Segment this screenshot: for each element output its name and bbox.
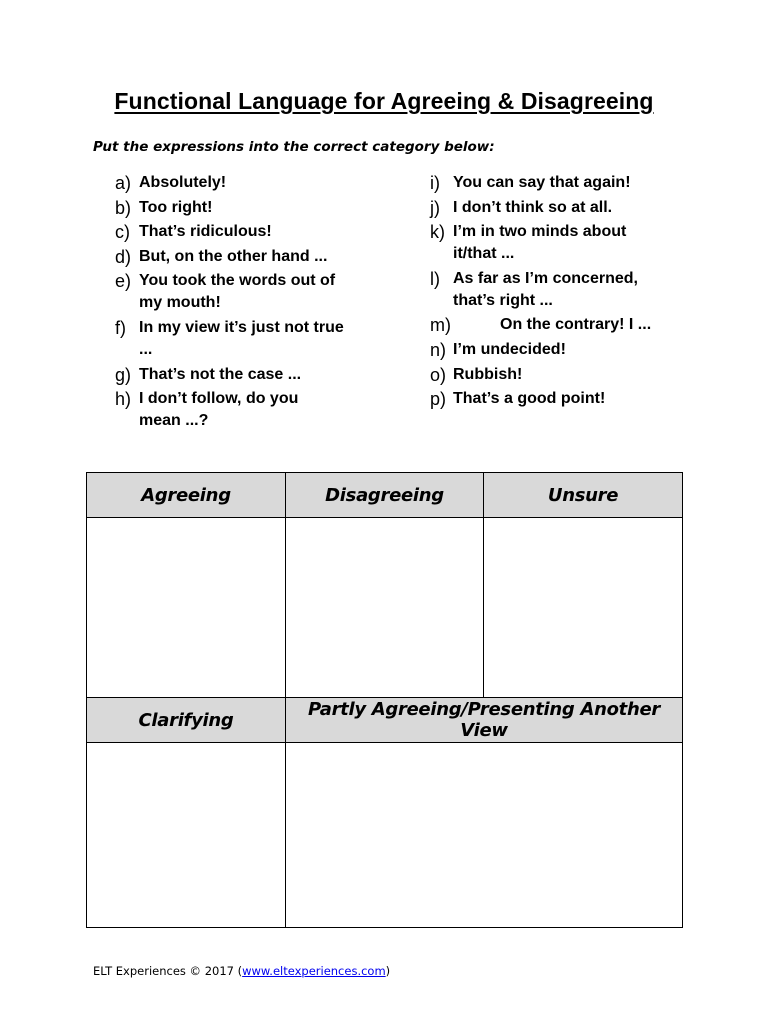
category-table (86, 472, 683, 928)
expression-text: That’s a good point! (453, 390, 606, 408)
expression-text: I don’t think so at all. (453, 198, 613, 216)
expression-letter: o) (430, 364, 447, 385)
expression-item (115, 317, 375, 361)
cell-disagreeing[interactable] (286, 518, 484, 698)
cell-partly-agreeing[interactable] (286, 743, 683, 928)
expression-letter: g) (115, 364, 132, 385)
cell-agreeing[interactable] (87, 518, 286, 698)
header-unsure: Unsure (484, 473, 683, 518)
expressions-right-column (430, 172, 690, 413)
expression-letter: i) (430, 173, 440, 193)
footer (93, 964, 390, 978)
expression-item (430, 172, 690, 194)
header-disagreeing: Disagreeing (286, 473, 484, 518)
expression-item (115, 221, 375, 243)
expression-letter: c) (115, 222, 130, 243)
header-partly-agreeing: Partly Agreeing/Presenting Another View (286, 698, 683, 743)
instruction-text: Put the expressions into the correct category below: (93, 139, 495, 155)
expression-text: Too right! (139, 198, 213, 216)
cell-unsure[interactable] (484, 518, 683, 698)
expression-text: In my view it’s just not true ... (139, 318, 344, 358)
expression-item (430, 197, 690, 219)
expression-text: Rubbish! (453, 365, 523, 383)
expression-letter: a) (115, 173, 132, 193)
expression-text: I’m in two minds about it/that ... (453, 223, 627, 263)
expression-text: As far as I’m concerned, that’s right ... (453, 269, 638, 309)
expression-letter: h) (115, 389, 132, 410)
expression-letter: d) (115, 246, 132, 267)
expression-item (115, 364, 375, 386)
expression-text: On the contrary! I ... (500, 316, 652, 334)
expression-text: You took the words out of my mouth! (139, 272, 336, 312)
expression-item (115, 246, 375, 268)
expression-item (115, 388, 375, 432)
header-agreeing: Agreeing (87, 473, 286, 518)
expression-item (430, 268, 690, 312)
header-clarifying: Clarifying (87, 698, 286, 743)
expression-item (430, 314, 690, 336)
expression-text: I’m undecided! (453, 340, 566, 358)
expression-letter: f) (115, 317, 126, 338)
footer-close: ) (385, 964, 391, 978)
expression-text: That’s ridiculous! (139, 223, 272, 241)
expression-letter: b) (115, 197, 132, 218)
expression-text: You can say that again! (453, 174, 631, 191)
expression-letter: m) (430, 315, 451, 336)
expression-item (430, 364, 690, 386)
expression-text: Absolutely! (139, 174, 227, 191)
expression-item (115, 197, 375, 219)
expression-text: That’s not the case ... (139, 365, 302, 383)
footer-link[interactable]: www.eltexperiences.com (242, 964, 386, 978)
footer-text: ELT Experiences © 2017 ( (93, 964, 243, 978)
expression-letter: k) (430, 222, 445, 243)
expression-item (115, 270, 375, 314)
expression-letter: p) (430, 389, 447, 410)
cell-clarifying[interactable] (87, 743, 286, 928)
expression-item (430, 388, 690, 410)
worksheet-title: Functional Language for Agreeing & Disagreeing (114, 88, 654, 114)
expression-letter: n) (430, 339, 447, 360)
expressions-left-column (115, 172, 375, 435)
expression-letter: e) (115, 271, 132, 292)
expression-item (430, 221, 690, 265)
expression-text: I don’t follow, do you mean ...? (139, 390, 299, 430)
expression-letter: j) (430, 197, 440, 218)
expression-item (115, 172, 375, 194)
expression-text: But, on the other hand ... (139, 247, 328, 265)
expression-item (430, 339, 690, 361)
expression-letter: l) (430, 268, 440, 289)
